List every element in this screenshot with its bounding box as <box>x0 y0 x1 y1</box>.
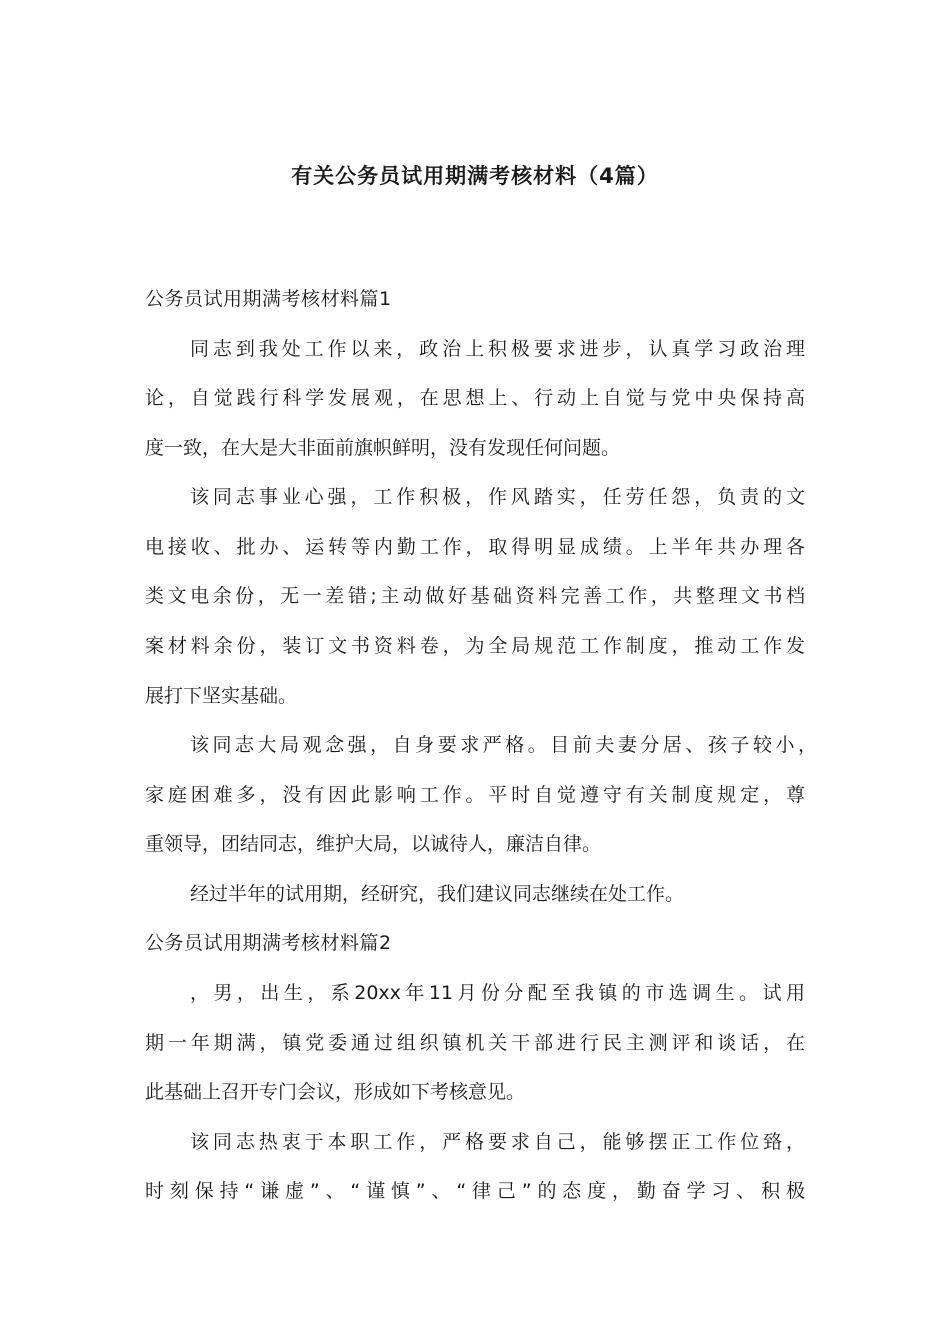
paragraph-line: 此基础上召开专门会议，形成如下考核意见。 <box>145 1081 526 1103</box>
paragraph-line: 期一年期满，镇党委通过组织镇机关干部进行民主测评和谈话，在 <box>145 1032 805 1054</box>
document-title: 有关公务员试用期满考核材料（4篇） <box>291 164 659 188</box>
paragraph-line: 重领导，团结同志，维护大局，以诚待人，廉洁自律。 <box>145 833 602 855</box>
paragraph-line: 度一致，在大是大非面前旗帜鲜明，没有发现任何问题。 <box>145 437 621 459</box>
paragraph-line: 时刻保持“谦虚”、“谨慎”、“律己”的态度，勤奋学习、积极 <box>145 1180 805 1202</box>
paragraph-line: 该同志大局观念强，自身要求严格。目前夫妻分居、孩子较小， <box>190 734 817 756</box>
paragraph-line: 案材料余份，装订文书资料卷，为全局规范工作制度，推动工作发 <box>145 635 805 657</box>
paragraph-line: ，男，出生，系20xx年11月份分配至我镇的市选调生。试用 <box>190 982 805 1004</box>
paragraph-line: 该同志热衷于本职工作，严格要求自己，能够摆正工作位臵， <box>190 1131 805 1153</box>
paragraph-line: 同志到我处工作以来，政治上积极要求进步，认真学习政治理 <box>190 338 805 360</box>
paragraph-line: 论，自觉践行科学发展观，在思想上、行动上自觉与党中央保持高 <box>145 387 805 409</box>
section-heading-1: 公务员试用期满考核材料篇1 <box>145 288 392 310</box>
paragraph-line: 家庭困难多，没有因此影响工作。平时自觉遵守有关制度规定，尊 <box>145 784 805 806</box>
paragraph-line: 展打下坚实基础。 <box>145 685 298 707</box>
paragraph-line: 该同志事业心强，工作积极，作风踏实，任劳任怨，负责的文 <box>190 486 805 508</box>
paragraph-line: 电接收、批办、运转等内勤工作，取得明显成绩。上半年共办理各 <box>145 536 805 558</box>
paragraph-line: 类文电余份，无一差错;主动做好基础资料完善工作，共整理文书档 <box>145 585 805 607</box>
section-heading-2: 公务员试用期满考核材料篇2 <box>145 932 392 954</box>
paragraph-line: 经过半年的试用期，经研究，我们建议同志继续在处工作。 <box>190 883 685 905</box>
